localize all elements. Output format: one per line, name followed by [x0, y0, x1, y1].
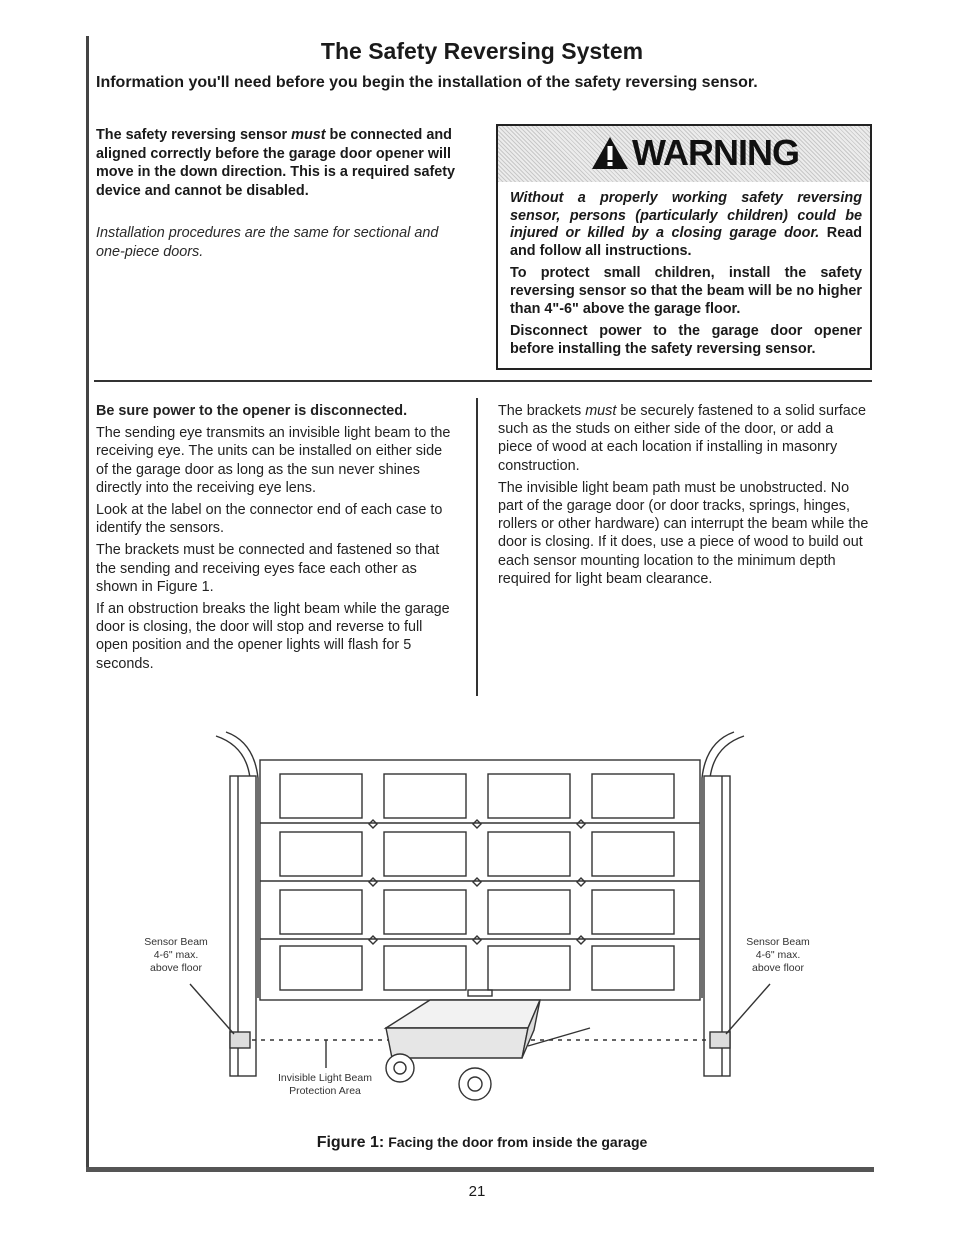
beam-area-label: [260, 1072, 390, 1098]
right-paragraph-1: [498, 402, 870, 475]
figure-1: [130, 728, 830, 1128]
warning-triangle-icon: [590, 135, 630, 171]
warning-instruction-text: Read and follow all instructions.: [510, 225, 862, 259]
left-paragraph-2: Look at the label on the connector end of each case to identify the sensors.: [96, 502, 443, 537]
warning-body: [510, 190, 862, 363]
warning-paragraph-2: To protect small children, install the safety reversing sensor so that the beam will be no higher than 4"-6" above the garage floor.: [510, 265, 862, 317]
left-label-line: above floor: [150, 962, 202, 974]
warning-header: [498, 126, 870, 182]
left-paragraph-3: The brackets must be connected and fastened so that the sending and receiving eyes face each other as shown in Figure 1.: [96, 542, 440, 595]
right-text-end: be securely fastened to a solid surface such as the studs on either side of the door, or add a piece of wood at each location if installing in masonry construction.: [498, 403, 866, 474]
left-label-line: Sensor Beam: [144, 936, 208, 948]
right-text-start: The brackets: [498, 403, 586, 419]
installation-note: Installation procedures are the same for sectional and one-piece doors.: [96, 225, 439, 260]
page-number: 21: [468, 1183, 486, 1200]
intro-emphasis: must: [291, 127, 326, 143]
page-border-left: [86, 36, 89, 1172]
left-label-line: 4-6" max.: [153, 949, 199, 961]
page-border-bottom: [86, 1167, 874, 1172]
intro-text-start: The safety reversing sensor: [96, 127, 292, 143]
warning-banner: [590, 132, 799, 174]
right-column: [498, 402, 870, 592]
warning-box: [496, 124, 872, 370]
power-disconnect-note: Be sure power to the opener is disconnected.: [96, 403, 408, 419]
beam-label-line: Invisible Light Beam: [278, 1072, 372, 1084]
warning-paragraph-3: Disconnect power to the garage door opener before installing the safety reversing sensor.: [510, 323, 862, 357]
section-divider: [94, 380, 872, 382]
right-paragraph-2: The invisible light beam path must be unobstructed. No part of the garage door (or door tracks, springs, hinges, rollers or other hardware) can interrupt the beam while the door is closing. If it does, use a piece of wood to build out each sensor mounting location to the minimum depth required for light beam clearance.: [498, 479, 869, 587]
figure-caption-text: Facing the door from inside the garage: [388, 1134, 648, 1150]
left-column: [96, 402, 458, 677]
beam-label-line: Protection Area: [289, 1085, 361, 1097]
left-sensor-label: [134, 936, 218, 975]
right-label-line: Sensor Beam: [746, 936, 810, 948]
right-label-line: above floor: [752, 962, 804, 974]
intro-text-end: be connected and aligned correctly before the garage door opener will move in the down direction. This is a required safety device and cannot be disabled.: [96, 127, 456, 199]
left-paragraph-1: The sending eye transmits an invisible light beam to the receiving eye. The units can be installed on either side of the garage door as long as the sun never shines directly into the receiving eye lens.: [96, 425, 451, 496]
intro-paragraph: [96, 126, 458, 200]
left-paragraph-4: If an obstruction breaks the light beam while the garage door is closing, the door will stop and reverse to full open position and the opener lights will flash for 5 seconds.: [96, 601, 450, 672]
column-divider: [476, 398, 478, 696]
warning-paragraph-1: [510, 190, 862, 260]
right-emphasis: must: [585, 403, 617, 419]
garage-door-illustration: [130, 728, 830, 1128]
figure-number: Figure 1:: [316, 1134, 385, 1151]
page-subtitle: Information you'll need before you begin the installation of the safety reversing sensor.: [96, 74, 758, 91]
right-label-line: 4-6" max.: [755, 949, 801, 961]
right-sensor-label: [736, 936, 820, 975]
figure-caption: [90, 1134, 874, 1152]
warning-danger-text: Without a properly working safety reversing sensor, persons (particularly children) could be injured or killed by a closing garage door.: [510, 190, 862, 242]
page-title: The Safety Reversing System: [320, 38, 644, 64]
warning-heading: WARNING: [632, 132, 799, 173]
